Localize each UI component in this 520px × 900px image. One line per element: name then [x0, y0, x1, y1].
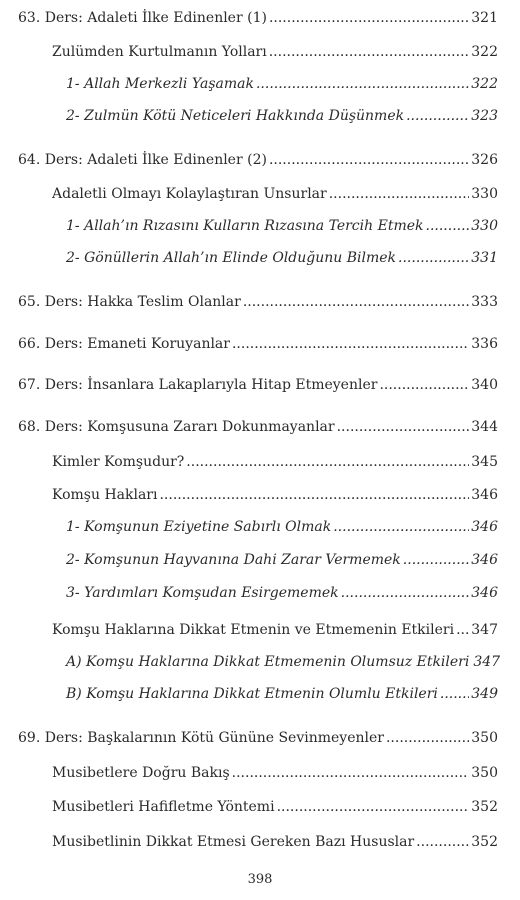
leader-dots	[256, 75, 469, 93]
toc-entry-page: 346	[471, 519, 498, 535]
leader-dots	[398, 249, 469, 267]
toc-entry[interactable]	[52, 833, 498, 851]
toc-entry-title: 3- Yardımları Komşudan Esirgememek	[66, 585, 339, 601]
toc-entry[interactable]	[18, 151, 498, 169]
leader-dots	[379, 376, 469, 394]
toc-entry[interactable]	[18, 335, 498, 353]
toc-entry-title: 2- Komşunun Hayvanına Dahi Zarar Vermemek	[66, 552, 401, 568]
toc-entry-page: 340	[471, 377, 498, 393]
toc-entry[interactable]	[18, 418, 498, 436]
leader-dots	[440, 685, 469, 703]
toc-entry-title: 67. Ders: İnsanlara Lakaplarıyla Hitap Etmeyenler	[18, 377, 378, 393]
toc-entry[interactable]	[66, 653, 501, 671]
toc-entry-page: 352	[471, 834, 498, 850]
toc-entry[interactable]	[66, 107, 498, 125]
toc-entry[interactable]	[52, 453, 498, 471]
toc-entry-page: 322	[471, 76, 498, 92]
toc-entry-page: 346	[471, 487, 498, 503]
leader-dots	[386, 729, 469, 747]
toc-entry-page: 321	[471, 10, 498, 26]
toc-entry-page: 350	[471, 730, 498, 746]
leader-dots	[337, 418, 470, 436]
toc-entry-page: 347	[471, 622, 498, 638]
toc-entry-title: 1- Komşunun Eziyetine Sabırlı Olmak	[66, 519, 332, 535]
toc-entry-page: 344	[471, 419, 498, 435]
toc-entry-page: 323	[471, 108, 498, 124]
toc-entry-title: A) Komşu Haklarına Dikkat Etmemenin Olumsuz Etkileri	[66, 654, 470, 670]
toc-entry-title: Musibetlere Doğru Bakış	[52, 765, 230, 781]
toc-entry-page: 326	[471, 152, 498, 168]
toc-entry-page: 330	[471, 218, 498, 234]
toc-entry-title: Komşu Haklarına Dikkat Etmenin ve Etmemenin Etkileri	[52, 622, 455, 638]
leader-dots	[333, 518, 469, 536]
leader-dots	[243, 293, 469, 311]
toc-entry-page: 350	[471, 765, 498, 781]
leader-dots	[186, 453, 469, 471]
toc-entry-page: 333	[471, 294, 498, 310]
toc-entry-title: 2- Zulmün Kötü Neticeleri Hakkında Düşünmek	[66, 108, 405, 124]
leader-dots	[329, 185, 470, 203]
toc-entry[interactable]	[66, 584, 498, 602]
toc-entry[interactable]	[52, 798, 498, 816]
toc-entry[interactable]	[52, 621, 498, 639]
toc-entry[interactable]	[18, 376, 498, 394]
toc-entry-title: 65. Ders: Hakka Teslim Olanlar	[18, 294, 241, 310]
toc-entry[interactable]	[18, 729, 498, 747]
leader-dots	[269, 151, 469, 169]
leader-dots	[159, 486, 469, 504]
toc-entry[interactable]	[18, 9, 498, 27]
leader-dots	[269, 9, 469, 27]
toc-entry[interactable]	[66, 685, 498, 703]
toc-entry-title: 1- Allah’ın Rızasını Kulların Rızasına Tercih Etmek	[66, 218, 424, 234]
toc-entry[interactable]	[52, 486, 498, 504]
toc-entry-title: B) Komşu Haklarına Dikkat Etmenin Olumlu Etkileri	[66, 686, 438, 702]
toc-entry-page: 349	[471, 686, 498, 702]
toc-entry[interactable]	[52, 185, 498, 203]
leader-dots	[406, 107, 469, 125]
toc-entry-page: 352	[471, 799, 498, 815]
toc-entry-title: 1- Allah Merkezli Yaşamak	[66, 76, 254, 92]
toc-entry[interactable]	[66, 249, 498, 267]
toc-entry-page: 346	[471, 552, 498, 568]
toc-entry-page: 322	[471, 44, 498, 60]
toc-entry[interactable]	[18, 293, 498, 311]
leader-dots	[277, 798, 470, 816]
toc-entry-title: Adaletli Olmayı Kolaylaştıran Unsurlar	[52, 186, 327, 202]
toc-entry-page: 330	[471, 186, 498, 202]
toc-entry[interactable]	[66, 75, 498, 93]
toc-entry[interactable]	[52, 43, 498, 61]
toc-entry-title: 63. Ders: Adaleti İlke Edinenler (1)	[18, 10, 267, 26]
leader-dots	[232, 764, 470, 782]
toc-entry-title: Kimler Komşudur?	[52, 454, 185, 470]
toc-entry[interactable]	[52, 764, 498, 782]
toc-entry-title: 66. Ders: Emaneti Koruyanlar	[18, 336, 230, 352]
toc-entry-title: 2- Gönüllerin Allah’ın Elinde Olduğunu Bilmek	[66, 250, 397, 266]
toc-entry-title: Musibetlinin Dikkat Etmesi Gereken Bazı Hususlar	[52, 834, 415, 850]
leader-dots	[232, 335, 469, 353]
toc-entry-title: 68. Ders: Komşusuna Zararı Dokunmayanlar	[18, 419, 335, 435]
toc-entry[interactable]	[66, 217, 498, 235]
toc-entry[interactable]	[66, 551, 498, 569]
leader-dots	[269, 43, 470, 61]
toc-entry-page: 345	[471, 454, 498, 470]
toc-entry-title: 64. Ders: Adaleti İlke Edinenler (2)	[18, 152, 267, 168]
leader-dots	[456, 621, 469, 639]
toc-entry-page: 336	[471, 336, 498, 352]
toc-entry-page: 346	[471, 585, 498, 601]
page-number: 398	[247, 872, 273, 887]
leader-dots	[416, 833, 469, 851]
toc-entry-title: Musibetleri Hafifletme Yöntemi	[52, 799, 275, 815]
toc-entry-title: 69. Ders: Başkalarının Kötü Gününe Sevinmeyenler	[18, 730, 384, 746]
toc-entry-page: 347	[473, 654, 501, 670]
toc-entry[interactable]	[66, 518, 498, 536]
toc-entry-title: Komşu Hakları	[52, 487, 158, 503]
toc-entry-page: 331	[471, 250, 498, 266]
toc-entry-title: Zulümden Kurtulmanın Yolları	[52, 44, 267, 60]
leader-dots	[341, 584, 470, 602]
leader-dots	[403, 551, 469, 569]
leader-dots	[426, 217, 470, 235]
